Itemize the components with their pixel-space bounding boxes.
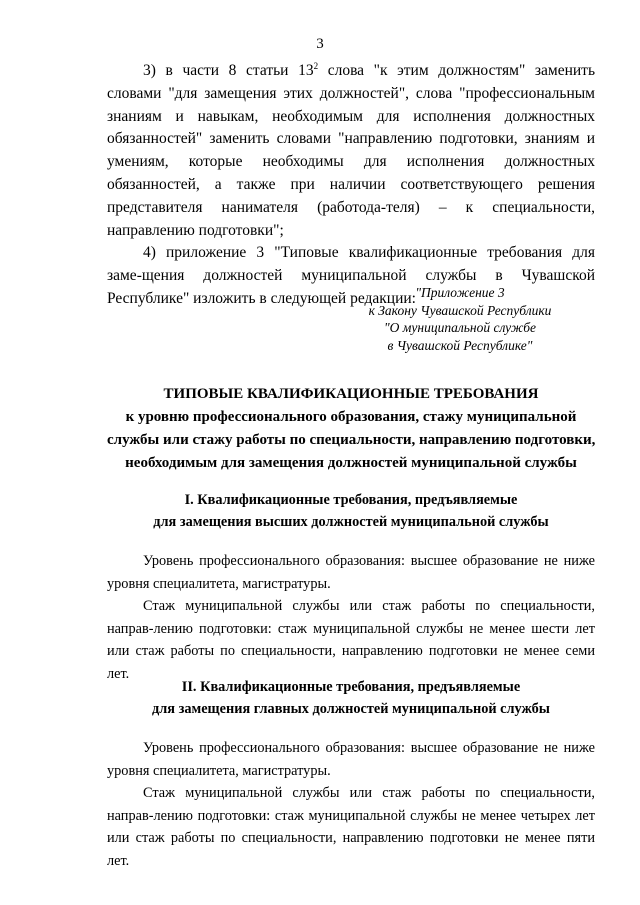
section-1-body [107,550,595,685]
section-2-heading [107,676,595,720]
appendix-line-1: "Приложение 3 [415,285,505,300]
section-1-experience: Стаж муниципальной службы или стаж работы по специальности, направ-лению подготовки: стаж муниципальной службы не менее шести лет или стаж работы по специальности, направлению подготовки не менее семи лет. [107,598,595,682]
amendments-block [107,60,595,311]
section-2-heading-line-1: II. Квалификационные требования, предъявляемые [181,679,521,695]
section-1-heading [107,489,595,533]
amendment-item-3-rest: слова "к этим должностям" заменить словами "для замещения этих должностей", слова "профессиональным знаниям и навыкам, необходимым для исполнения должностных обязанностей" заменить словами "направлению подготовки, знаниям и умениям, которые необходимы для исполнения должностных обязанностей, а также при наличии соответствующего решения представителя нанимателя (работода-теля) – к специальности, направлению подготовки"; [107,62,596,239]
amendment-item-3-start: 3) в части 8 статьи 13 [143,62,314,79]
section-1-education: Уровень профессионального образования: высшее образование не ниже уровня специалитета, магистратуры. [107,553,595,592]
title-line-1: ТИПОВЫЕ КВАЛИФИКАЦИОННЫЕ ТРЕБОВАНИЯ [163,386,539,402]
title-line-4: необходимым для замещения должностей муниципальной службы [125,455,577,471]
page-number: 3 [316,36,324,52]
article-superscript: 2 [313,60,319,71]
document-title [107,383,595,475]
appendix-line-3: "О муниципальной службе [384,320,536,336]
section-2-experience: Стаж муниципальной службы или стаж работы по специальности, направ-лению подготовки: стаж муниципальной службы не менее четырех лет или стаж работы по специальности, направлению подготовки не менее пяти лет. [107,785,595,869]
amendment-item-3 [107,60,595,242]
section-2-education: Уровень профессионального образования: высшее образование не ниже уровня специалитета, магистратуры. [107,740,595,779]
appendix-line-2: к Закону Чувашской Республики [368,302,552,318]
title-line-3: службы или стажу работы по специальности, направлению подготовки, [107,432,596,448]
section-2-body [107,737,595,872]
section-1-heading-line-1: I. Квалификационные требования, предъявляемые [184,492,518,508]
section-2-heading-line-2: для замещения главных должностей муниципальной службы [152,701,550,717]
amendment-item-4: 4) приложение 3 "Типовые квалификационные требования для заме-щения должностей муниципальной службы в Чувашской Республике" изложить в следующей редакции: [107,244,595,307]
appendix-line-4: в Чувашской Республике" [387,337,533,353]
title-line-2: к уровню профессионального образования, стажу муниципальной [125,409,577,425]
appendix-reference [340,284,580,354]
section-1-heading-line-2: для замещения высших должностей муниципальной службы [153,514,549,530]
